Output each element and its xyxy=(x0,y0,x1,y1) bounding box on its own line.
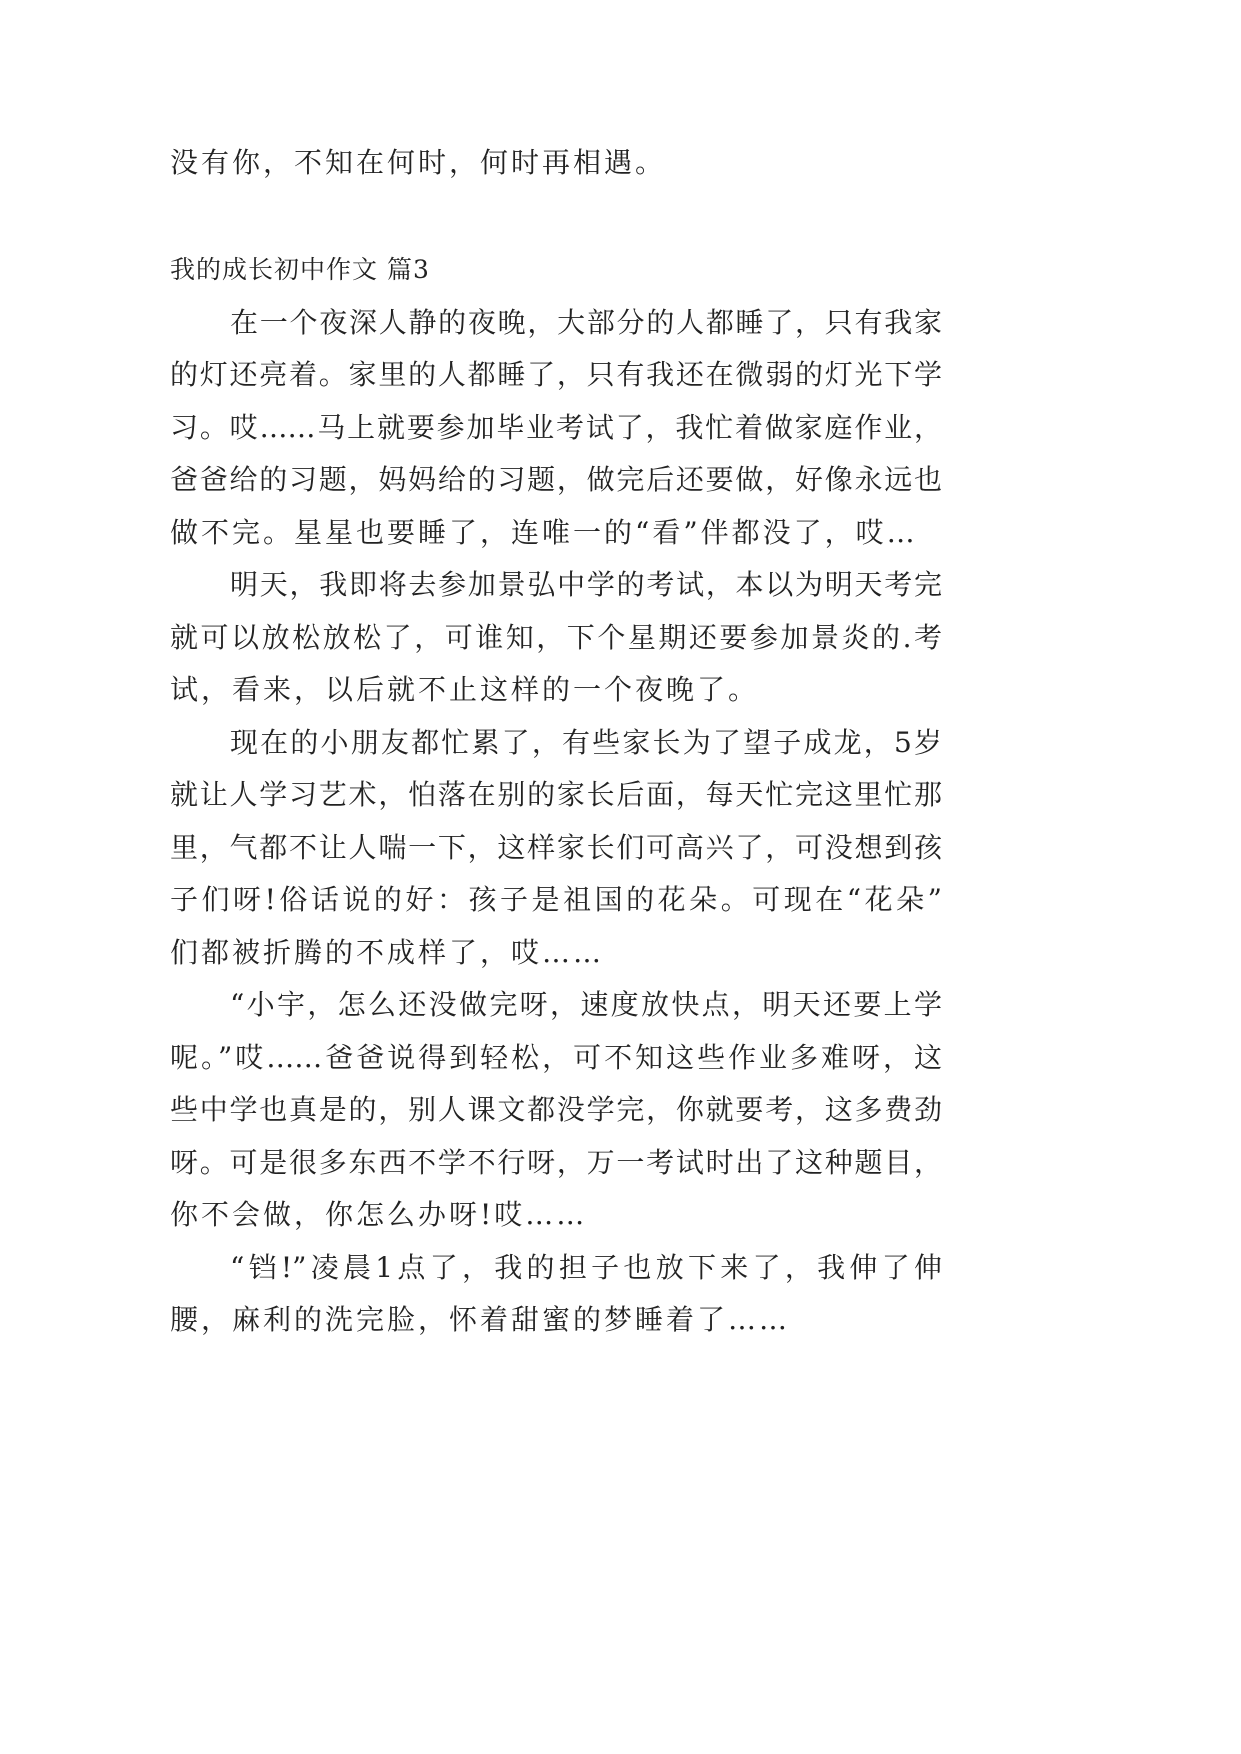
paragraph-line: 就可以放松放松了，可谁知，下个星期还要参加景炎的.考 xyxy=(170,620,942,654)
paragraph xyxy=(170,559,942,717)
document-body xyxy=(170,137,942,1347)
paragraph-line: 子们呀!俗话说的好：孩子是祖国的花朵。可现在“花朵” xyxy=(170,883,942,916)
paragraph-line: 明天，我即将去参加景弘中学的考试，本以为明天考完 xyxy=(230,568,942,601)
paragraph xyxy=(170,717,942,980)
paragraph-line: 在一个夜深人静的夜晚，大部分的人都睡了，只有我家 xyxy=(230,305,942,339)
section-heading: 我的成长初中作文 篇3 xyxy=(170,255,430,284)
paragraph-list xyxy=(170,297,942,1347)
paragraph-line: 里，气都不让人喘一下，这样家长们可高兴了，可没想到孩 xyxy=(170,830,942,864)
paragraph-line: 现在的小朋友都忙累了，有些家长为了望子成龙，5岁 xyxy=(230,725,942,759)
paragraph-line: 们都被折腾的不成样了，哎…… xyxy=(170,935,605,969)
paragraph-line: 习。哎……马上就要参加毕业考试了，我忙着做家庭作业， xyxy=(170,410,942,444)
paragraph-line: 爸爸给的习题，妈妈给的习题，做完后还要做，好像永远也 xyxy=(170,463,942,496)
paragraph-line: 呀。可是很多东西不学不行呀，万一考试时出了这种题目， xyxy=(170,1145,942,1179)
paragraph-line: “铛!”凌晨1点了，我的担子也放下来了，我伸了伸 xyxy=(230,1250,942,1284)
paragraph xyxy=(170,979,942,1242)
paragraph-line: 就让人学习艺术，怕落在别的家长后面，每天忙完这里忙那 xyxy=(170,778,942,811)
paragraph-line: 做不完。星星也要睡了，连唯一的“看”伴都没了，哎… xyxy=(170,515,918,549)
paragraph xyxy=(170,297,942,560)
paragraph-line: 些中学也真是的，别人课文都没学完，你就要考，这多费劲 xyxy=(170,1093,942,1126)
opening-line: 没有你，不知在何时，何时再相遇。 xyxy=(170,146,667,179)
paragraph-line: 你不会做，你怎么办呀!哎…… xyxy=(170,1198,588,1231)
paragraph xyxy=(170,1242,942,1347)
paragraph-line: 的灯还亮着。家里的人都睡了，只有我还在微弱的灯光下学 xyxy=(170,358,942,391)
paragraph-line: 试，看来，以后就不止这样的一个夜晚了。 xyxy=(170,673,760,706)
paragraph-line: “小宇，怎么还没做完呀，速度放快点，明天还要上学 xyxy=(230,988,942,1021)
paragraph-line: 呢。”哎……爸爸说得到轻松，可不知这些作业多难呀，这 xyxy=(170,1040,942,1074)
paragraph-line: 腰，麻利的洗完脸，怀着甜蜜的梦睡着了…… xyxy=(170,1303,791,1336)
